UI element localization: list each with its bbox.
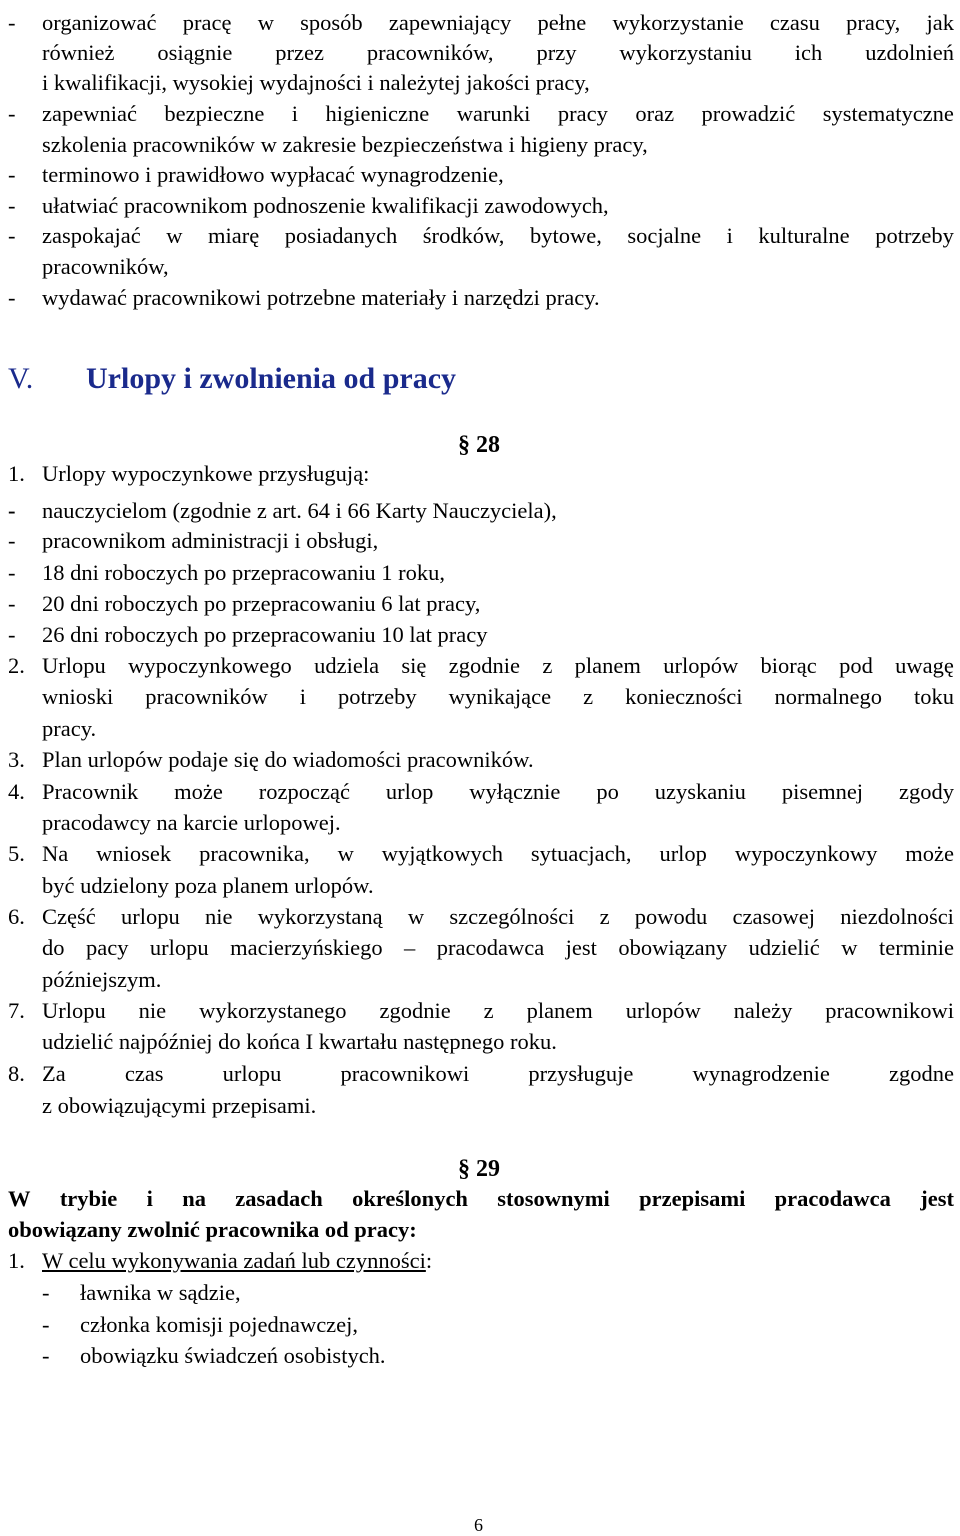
word: pisemnej [781,779,864,804]
word: wykorzystaną [257,904,383,929]
word: na [182,1186,206,1211]
list-marker: - [42,1312,50,1337]
word: udziela [314,653,380,678]
word: wypoczynkowy [734,841,878,866]
list-item-line: i kwalifikacji, wysokiej wydajności i należytej jakości pracy, [42,70,590,95]
list-marker: - [42,1280,50,1305]
word: przepisami [639,1186,746,1211]
word: zapewniać [42,101,137,126]
word: Urlopu [42,653,106,678]
list-marker: - [8,10,16,35]
word: pracy [557,101,608,126]
item-line [42,655,954,678]
list-item-line: pracowników, [42,254,169,279]
item-line: być udzielony poza planem urlopów. [42,873,374,898]
item-line [42,686,954,709]
word: pracownika, [199,841,310,866]
word: w [166,223,183,248]
paragraph-label: § 29 [458,1156,500,1182]
word: organizować [42,10,157,35]
word: pod [839,653,873,678]
list-item-line: 26 dni roboczych po przepracowaniu 10 lat pracy [42,622,488,647]
word: urlopów [625,998,701,1023]
intro-line: obowiązany zwolnić pracownika od pracy: [8,1217,417,1242]
item-line [42,1063,954,1086]
word: pełne [537,10,587,35]
word: toku [913,684,954,709]
word: z [483,998,494,1023]
word: i [726,223,733,248]
word: zapewniający [388,10,512,35]
word: przysługuje [528,1061,634,1086]
word: uzdolnień [865,40,954,65]
word: pracownikowi [825,998,954,1023]
list-item-line: pracownikom administracji i obsługi, [42,528,379,553]
list-item-line: obowiązku świadczeń osobistych. [80,1343,386,1368]
word: nie [204,904,233,929]
word: należy [733,998,793,1023]
item-text: Urlopy wypoczynkowe przysługują: [42,461,370,486]
intro-line [8,1188,954,1211]
word: urlopu [149,935,209,960]
item-line [42,1000,954,1023]
word: stosownymi [497,1186,610,1211]
item-line: pracodawcy na karcie urlopowej. [42,810,341,835]
list-marker: - [8,285,16,310]
page-number: 6 [474,1515,483,1535]
word: z [583,684,594,709]
word: pacy [85,935,129,960]
list-marker: - [8,193,16,218]
item-number: 4. [8,779,25,804]
list-item-line [42,225,954,248]
word: urlopu [120,904,180,929]
paragraph-label: § 28 [458,432,500,458]
word: z [542,653,553,678]
item-line [42,843,954,866]
word: potrzeby [337,684,417,709]
word: i [291,101,299,126]
item-number: 8. [8,1061,25,1086]
word: przy [536,40,577,65]
word: w [337,841,354,866]
word: W [8,1186,31,1211]
word: wniosek [96,841,172,866]
list-item-line: terminowo i prawidłowo wypłacać wynagrodzenie, [42,162,504,187]
list-marker: - [8,591,16,616]
word: Pracownik [42,779,139,804]
list-marker: - [8,622,16,647]
word: wykorzystaniu [619,40,752,65]
word: i [146,1186,153,1211]
list-item-line [42,12,954,35]
word: uzyskaniu [654,779,746,804]
word: udzielić [748,935,820,960]
word: wynagrodzenie [692,1061,830,1086]
word: pracowników, [366,40,494,65]
item-number: 2. [8,653,25,678]
item-line [42,781,954,804]
item-number: 5. [8,841,25,866]
word: warunki [456,101,531,126]
item-number: 1. [8,461,25,486]
word: potrzeby [875,223,954,248]
word: zgodne [889,1061,954,1086]
word: wynikające [448,684,552,709]
word: higieniczne [325,101,430,126]
word: socjalne [627,223,702,248]
word: do [42,935,65,960]
list-item-line: członka komisji pojednawczej, [80,1312,359,1337]
word: wykorzystanie [612,10,744,35]
word: terminie [878,935,954,960]
word: normalnego [774,684,882,709]
item-number: 7. [8,998,25,1023]
word: również [42,40,115,65]
word: czasu [769,10,820,35]
word: zasadach [235,1186,323,1211]
word: czasowej [732,904,815,929]
word: sytuacjach, [530,841,632,866]
item-text [42,1250,432,1273]
word: niezdolności [840,904,954,929]
word: może [905,841,954,866]
list-item-line: 20 dni roboczych po przepracowaniu 6 lat pracy, [42,591,481,616]
item-number: 3. [8,747,25,772]
word: może [174,779,223,804]
word: szczególności [449,904,575,929]
word: jak [926,10,954,35]
word: powodu [634,904,708,929]
word: urlop [659,841,707,866]
word: konieczności [625,684,743,709]
word: pracowników [145,684,268,709]
word: w [841,935,858,960]
word: się [401,653,427,678]
word: wyjątkowych [381,841,503,866]
word: Część [42,904,96,929]
word: zgody [898,779,954,804]
word: wyłącznie [469,779,561,804]
word: rozpocząć [258,779,350,804]
word: planem [526,998,593,1023]
word: w [407,904,425,929]
word: pracodawca [774,1186,891,1211]
list-marker: - [8,223,16,248]
item-line: późniejszym. [42,967,162,992]
list-marker: - [42,1343,50,1368]
word: pracy, [846,10,901,35]
word: zaspokajać [42,223,141,248]
list-item-line [42,103,954,126]
word: kulturalne [758,223,850,248]
word: urlop [385,779,434,804]
list-item-line: wydawać pracownikowi potrzebne materiały i narzędzi pracy. [42,285,600,310]
word: w [257,10,274,35]
word: jest [920,1186,954,1211]
item-text-underlined: W celu wykonywania zadań lub czynności [42,1248,426,1273]
word: prowadzić [701,101,796,126]
item-line [42,906,954,929]
list-item-line: ułatwiać pracownikom podnoszenie kwalifikacji zawodowych, [42,193,609,218]
word: nie [138,998,167,1023]
word: z [599,904,610,929]
list-marker: - [8,498,16,523]
word: jest [565,935,597,960]
list-marker: - [8,528,16,553]
item-line: udzielić najpóźniej do końca I kwartału następnego roku. [42,1029,557,1054]
item-line: z obowiązującymi przepisami. [42,1093,317,1118]
word: trybie [59,1186,118,1211]
list-item-line [42,42,954,65]
section-number: V. [8,362,34,395]
word: systematyczne [822,101,954,126]
word: wypoczynkowego [128,653,292,678]
word: środków, [422,223,505,248]
section-title: Urlopy i zwolnienia od pracy [86,362,457,395]
item-number: 6. [8,904,25,929]
word: Za [42,1061,66,1086]
list-item-line: ławnika w sądzie, [80,1280,241,1305]
word: planem [574,653,641,678]
word: miarę [208,223,260,248]
word: urlopu [222,1061,282,1086]
word: Urlopu [42,998,106,1023]
word: bytowe, [529,223,602,248]
word: wnioski [42,684,114,709]
word: ich [794,40,823,65]
word: Na [42,841,69,866]
list-item-line: nauczycielom (zgodnie z art. 64 i 66 Karty Nauczyciela), [42,498,557,523]
word: czas [124,1061,164,1086]
word: – [404,935,416,960]
word: pracę [182,10,232,35]
word: urlopów [663,653,739,678]
word: i [299,684,306,709]
word: po [596,779,619,804]
list-marker: - [8,101,16,126]
item-number: 1. [8,1248,25,1273]
list-item-line: 18 dni roboczych po przepracowaniu 1 roku, [42,560,445,585]
word: wykorzystanego [199,998,347,1023]
word: określonych [352,1186,468,1211]
word: biorąc [760,653,817,678]
list-marker: - [8,560,16,585]
item-text-colon: : [425,1248,433,1273]
word: obowiązany [618,935,728,960]
word: sposób [300,10,363,35]
list-marker: - [8,162,16,187]
item-line: Plan urlopów podaje się do wiadomości pracowników. [42,747,534,772]
word: uwagę [895,653,954,678]
word: zgodnie [448,653,520,678]
word: bezpieczne [164,101,265,126]
word: macierzyńskiego [230,935,383,960]
item-line: pracy. [42,716,97,741]
list-item-line: szkolenia pracowników w zakresie bezpieczeństwa i higieny pracy, [42,132,648,157]
word: oraz [635,101,675,126]
word: pracownikowi [340,1061,470,1086]
word: posiadanych [284,223,398,248]
word: przez [275,40,324,65]
item-line [42,937,954,960]
word: pracodawca [436,935,545,960]
word: zgodnie [379,998,451,1023]
word: osiągnie [157,40,233,65]
